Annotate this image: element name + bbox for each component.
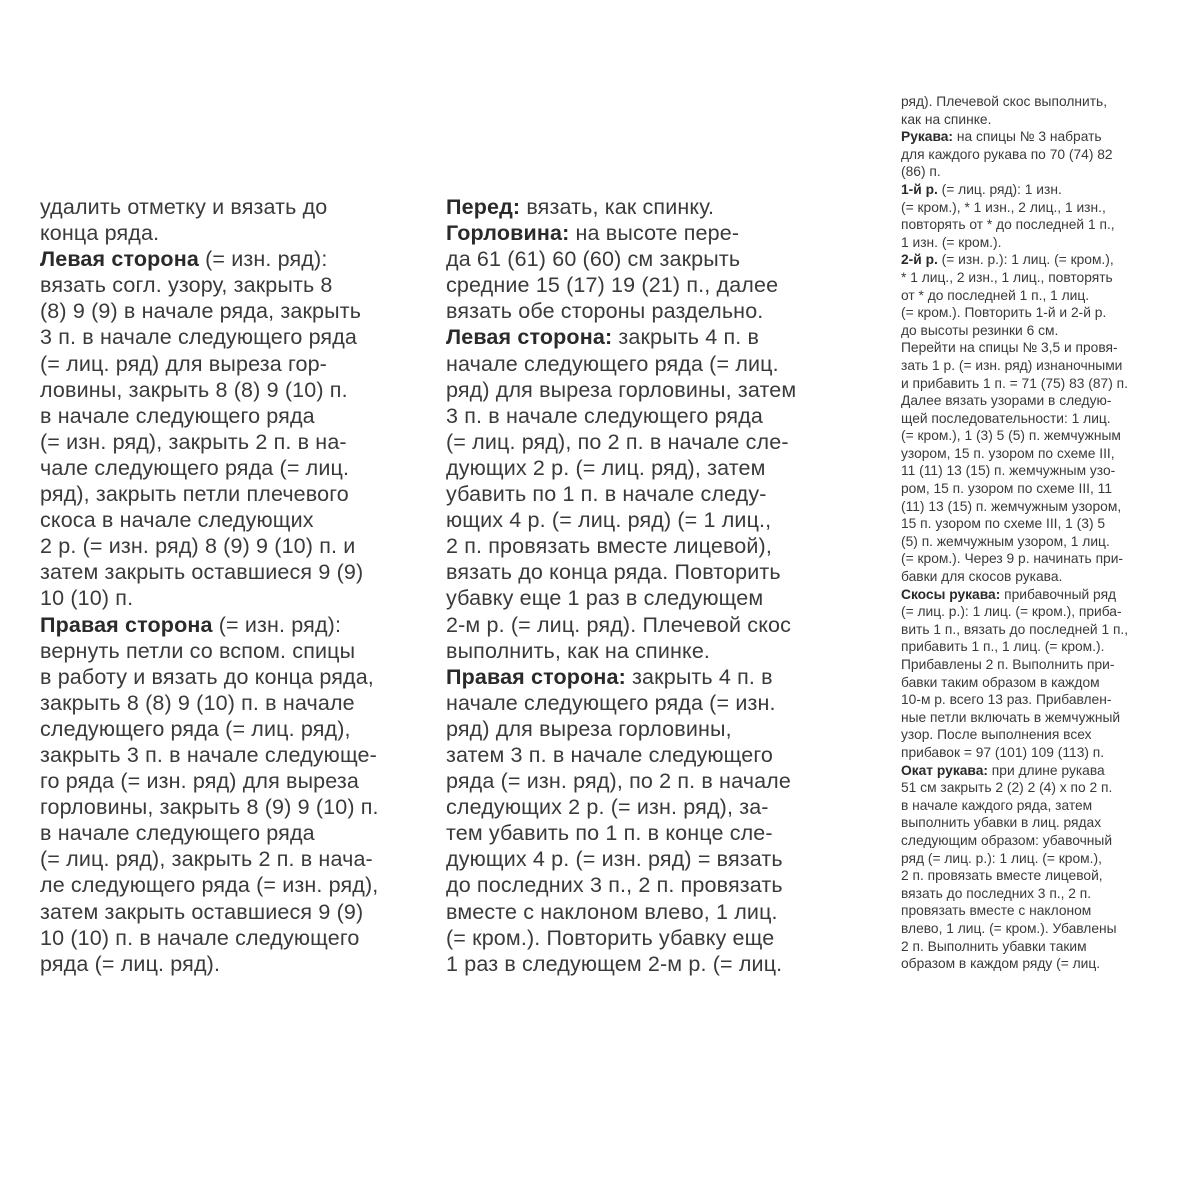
line-text: дующих 2 р. (= лиц. ряд), затем	[446, 455, 766, 480]
text-line	[40, 951, 379, 977]
text-line	[40, 559, 379, 585]
text-line	[901, 938, 1128, 956]
line-text: дующих 4 р. (= изн. ряд) = вязать	[446, 847, 783, 872]
line-text: выполнить убавки в лиц. рядах	[901, 815, 1102, 831]
line-text: затем закрыть оставшиеся 9 (9)	[40, 899, 364, 924]
line-text: в работу и вязать до конца ряда,	[40, 664, 374, 689]
line-text: Прибавлены 2 п. Выполнить при-	[901, 657, 1115, 672]
text-line	[446, 846, 796, 872]
line-text: 15 п. узором по схеме III, 1 (3) 5	[901, 516, 1106, 532]
line-text: (= кром.), 1 (3) 5 (5) п. жемчужным	[901, 428, 1121, 444]
text-line	[446, 612, 796, 638]
line-text: убавить по 1 п. в начале следу-	[446, 482, 767, 507]
text-line	[901, 269, 1128, 287]
line-text: (8) 9 (9) в начале ряда, закрыть	[40, 299, 362, 324]
text-line	[901, 568, 1128, 586]
text-line	[446, 794, 796, 820]
text-line	[901, 621, 1128, 639]
text-line	[40, 351, 379, 377]
text-line	[901, 709, 1128, 727]
text-line	[901, 392, 1128, 410]
line-text: 2-м р. (= лиц. ряд). Плечевой скос	[446, 612, 792, 637]
text-line	[446, 351, 796, 377]
text-line	[40, 324, 379, 350]
section-heading: Левая сторона	[40, 247, 199, 272]
line-text: начале следующего ряда (= лиц.	[446, 351, 779, 376]
line-text: убавку еще 1 раз в следующем	[446, 586, 764, 611]
line-text: 10 (10) п.	[40, 586, 134, 611]
line-text: закрыть 3 п. в начале следующе-	[40, 742, 377, 767]
line-text: и прибавить 1 п. = 71 (75) 83 (87) п.	[901, 375, 1128, 391]
text-line	[901, 744, 1128, 762]
line-text: вязать до конца ряда. Повторить	[446, 560, 781, 585]
line-text: для каждого рукава по 70 (74) 82	[901, 146, 1113, 162]
text-line	[40, 925, 379, 951]
text-line	[446, 455, 796, 481]
line-text: прибавочный ряд	[1000, 586, 1117, 602]
text-line	[446, 272, 796, 298]
text-line	[901, 603, 1128, 621]
line-text: ряд) для выреза горловины,	[446, 716, 732, 741]
line-text: Далее вязать узорами в следую-	[901, 393, 1112, 409]
line-text: на высоте пере-	[569, 221, 740, 246]
text-line	[446, 324, 796, 350]
line-text: Перейти на спицы № 3,5 и провя-	[901, 340, 1118, 356]
text-line	[901, 357, 1128, 375]
text-line	[901, 163, 1128, 181]
line-text: узором, 15 п. узором по схеме III,	[901, 445, 1115, 461]
line-text: повторять от * до последней 1 п.,	[901, 217, 1115, 233]
text-line	[40, 899, 379, 925]
text-line	[901, 850, 1128, 868]
text-line	[446, 872, 796, 898]
line-text: ряда (= лиц. ряд).	[40, 951, 221, 976]
line-text: 3 п. в начале следующего ряда	[40, 325, 358, 350]
text-line	[446, 742, 796, 768]
text-line	[40, 872, 379, 898]
text-line	[40, 690, 379, 716]
line-text: зать 1 р. (= изн. ряд) изнаночными	[901, 357, 1123, 373]
text-line	[901, 885, 1128, 903]
text-line	[446, 246, 796, 272]
line-text: горловины, закрыть 8 (9) 9 (10) п.	[40, 795, 379, 820]
line-text: щей последовательности: 1 лиц.	[901, 410, 1111, 426]
line-text: (= изн. ряд):	[198, 247, 328, 272]
text-line	[901, 955, 1128, 973]
text-line	[40, 638, 379, 664]
text-line	[40, 716, 379, 742]
line-text: 1 раз в следующем 2-м р. (= лиц.	[446, 951, 783, 976]
section-heading: 2-й р.	[901, 252, 938, 268]
section-heading: Скосы рукава:	[901, 586, 1001, 602]
text-line	[901, 779, 1128, 797]
text-line	[446, 220, 796, 246]
line-text: вязать согл. узору, закрыть 8	[40, 273, 333, 298]
line-text: чале следующего ряда (= лиц.	[40, 455, 350, 480]
line-text: следующих 2 р. (= изн. ряд), за-	[446, 795, 769, 820]
text-line	[901, 128, 1128, 146]
section-heading: Левая сторона:	[446, 325, 613, 350]
text-line	[446, 559, 796, 585]
line-text: ряд). Плечевой скос выполнить,	[901, 94, 1108, 109]
line-text: от * до последней 1 п., 1 лиц.	[901, 287, 1090, 303]
text-line	[901, 832, 1128, 850]
text-line	[901, 515, 1128, 533]
text-line	[40, 455, 379, 481]
text-line	[901, 375, 1128, 393]
line-text: (5) п. жемчужным узором, 1 лиц.	[901, 533, 1110, 549]
text-line	[901, 920, 1128, 938]
line-text: 2 п. провязать вместе лицевой,	[901, 868, 1103, 884]
section-heading: 1-й р.	[901, 181, 938, 197]
text-line	[901, 674, 1128, 692]
text-line	[901, 797, 1128, 815]
text-line	[40, 742, 379, 768]
text-line	[901, 427, 1128, 445]
text-column-left	[40, 194, 379, 977]
text-line	[40, 246, 379, 272]
line-text: прибавить 1 п., 1 лиц. (= кром.).	[901, 639, 1105, 655]
line-text: вязать, как спинку.	[520, 195, 715, 219]
line-text: закрыть 4 п. в	[625, 664, 773, 689]
line-text: 1 изн. (= кром.).	[901, 234, 1002, 250]
line-text: вязать до последних 3 п., 2 п.	[901, 885, 1092, 901]
text-line	[901, 251, 1128, 269]
text-line	[446, 664, 796, 690]
text-line	[446, 429, 796, 455]
section-heading: Горловина:	[446, 221, 570, 246]
line-text: (86) п.	[901, 164, 941, 180]
line-text: до высоты резинки 6 см.	[901, 322, 1059, 338]
text-line	[40, 533, 379, 559]
text-line	[901, 586, 1128, 604]
line-text: следующим образом: убавочный	[901, 832, 1113, 848]
text-line	[446, 768, 796, 794]
text-line	[446, 403, 796, 429]
section-heading: Перед:	[446, 195, 521, 219]
line-text: конца ряда.	[40, 221, 160, 246]
text-line	[901, 867, 1128, 885]
line-text: (= кром.). Через 9 р. начинать при-	[901, 551, 1124, 567]
text-column-right	[901, 93, 1128, 973]
text-line	[901, 814, 1128, 832]
line-text: бавки таким образом в каждом	[901, 674, 1100, 690]
line-text: на спицы № 3 набрать	[953, 129, 1102, 145]
line-text: удалить отметку и вязать до	[40, 195, 328, 219]
line-text: 2 п. провязать вместе лицевой),	[446, 534, 772, 559]
line-text: как на спинке.	[901, 111, 992, 127]
line-text: (= изн. ряд), закрыть 2 п. в на-	[40, 429, 347, 454]
line-text: провязать вместе с наклоном	[901, 903, 1092, 919]
line-text: го ряда (= изн. ряд) для выреза	[40, 769, 360, 794]
line-text: (= лиц. ряд) для выреза гор-	[40, 351, 327, 376]
text-line	[446, 377, 796, 403]
line-text: выполнить, как на спинке.	[446, 638, 711, 663]
text-line	[40, 612, 379, 638]
line-text: вить 1 п., вязать до последней 1 п.,	[901, 621, 1129, 637]
line-text: ле следующего ряда (= изн. ряд),	[40, 873, 379, 898]
text-line	[901, 410, 1128, 428]
line-text: ряда (= изн. ряд), по 2 п. в начале	[446, 769, 791, 794]
text-line	[40, 820, 379, 846]
line-text: 3 п. в начале следующего ряда	[446, 403, 764, 428]
line-text: ловины, закрыть 8 (8) 9 (10) п.	[40, 377, 348, 402]
line-text: 2 р. (= изн. ряд) 8 (9) 9 (10) п. и	[40, 534, 356, 559]
text-line	[40, 429, 379, 455]
text-line	[901, 656, 1128, 674]
text-line	[901, 181, 1128, 199]
line-text: средние 15 (17) 19 (21) п., далее	[446, 273, 779, 298]
text-line	[901, 93, 1128, 111]
section-heading: Окат рукава:	[901, 762, 988, 778]
text-line	[901, 638, 1128, 656]
line-text: при длине рукава	[987, 762, 1105, 778]
line-text: 10 (10) п. в начале следующего	[40, 925, 360, 950]
text-line	[901, 199, 1128, 217]
text-line	[446, 690, 796, 716]
text-line	[40, 846, 379, 872]
text-line	[901, 480, 1128, 498]
text-line	[40, 507, 379, 533]
line-text: в начале каждого ряда, затем	[901, 797, 1093, 813]
line-text: (= изн. ряд):	[212, 612, 342, 637]
line-text: скоса в начале следующих	[40, 508, 314, 533]
line-text: в начале следующего ряда	[40, 821, 315, 846]
section-heading: Правая сторона	[40, 612, 213, 637]
text-line	[40, 377, 379, 403]
text-line	[40, 585, 379, 611]
line-text: тем убавить по 1 п. в конце сле-	[446, 821, 773, 846]
text-line	[40, 403, 379, 429]
line-text: (= лиц. ряд), закрыть 2 п. в нача-	[40, 847, 373, 872]
line-text: до последних 3 п., 2 п. провязать	[446, 873, 783, 898]
text-line	[40, 220, 379, 246]
text-line	[901, 146, 1128, 164]
text-line	[40, 481, 379, 507]
section-heading: Рукава:	[901, 129, 954, 145]
text-line	[901, 111, 1128, 129]
line-text: ряд (= лиц. р.): 1 лиц. (= кром.),	[901, 850, 1102, 866]
line-text: влево, 1 лиц. (= кром.). Убавлены	[901, 920, 1117, 936]
line-text: ющих 4 р. (= лиц. ряд) (= 1 лиц.,	[446, 508, 772, 533]
line-text: (= кром.). Повторить убавку еще	[446, 925, 775, 950]
text-line	[446, 899, 796, 925]
line-text: затем закрыть оставшиеся 9 (9)	[40, 560, 364, 585]
text-line	[40, 794, 379, 820]
line-text: (= лиц. р.): 1 лиц. (= кром.), приба-	[901, 604, 1122, 620]
text-line	[446, 638, 796, 664]
line-text: в начале следующего ряда	[40, 403, 315, 428]
line-text: начале следующего ряда (= изн.	[446, 690, 776, 715]
line-text: 2 п. Выполнить убавки таким	[901, 938, 1087, 954]
line-text: (= изн. р.): 1 лиц. (= кром.),	[937, 252, 1114, 268]
line-text: вернуть петли со вспом. спицы	[40, 638, 356, 663]
text-line	[40, 298, 379, 324]
text-line	[901, 445, 1128, 463]
line-text: (11) 13 (15) п. жемчужным узором,	[901, 498, 1122, 514]
text-line	[901, 287, 1128, 305]
line-text: бавки для скосов рукава.	[901, 569, 1063, 585]
text-line	[446, 951, 796, 977]
line-text: (= лиц. ряд), по 2 п. в начале сле-	[446, 429, 789, 454]
line-text: (= кром.). Повторить 1-й и 2-й р.	[901, 305, 1107, 321]
line-text: вместе с наклоном влево, 1 лиц.	[446, 899, 778, 924]
text-line	[901, 726, 1128, 744]
text-line	[901, 462, 1128, 480]
line-text: закрыть 4 п. в	[612, 325, 760, 350]
text-line	[446, 925, 796, 951]
line-text: образом в каждом ряду (= лиц.	[901, 956, 1101, 972]
text-line	[40, 768, 379, 794]
line-text: ром, 15 п. узором по схеме III, 11	[901, 481, 1112, 497]
text-line	[446, 194, 796, 220]
text-line	[40, 272, 379, 298]
line-text: (= кром.), * 1 изн., 2 лиц., 1 изн.,	[901, 199, 1106, 215]
text-line	[446, 820, 796, 846]
text-column-middle	[446, 194, 796, 977]
text-line	[446, 298, 796, 324]
line-text: ряд), закрыть петли плечевого	[40, 482, 349, 507]
text-line	[40, 664, 379, 690]
text-line	[446, 481, 796, 507]
text-line	[901, 533, 1128, 551]
text-line	[446, 507, 796, 533]
cropped-line-mask	[440, 1036, 840, 1050]
line-text: 51 см закрыть 2 (2) 2 (4) х по 2 п.	[901, 780, 1113, 796]
line-text: ряд) для выреза горловины, затем	[446, 377, 797, 402]
line-text: да 61 (61) 60 (60) см закрыть	[446, 247, 741, 272]
text-line	[901, 304, 1128, 322]
section-heading: Правая сторона:	[446, 664, 626, 689]
text-line	[901, 216, 1128, 234]
text-line	[446, 533, 796, 559]
text-line	[901, 498, 1128, 516]
line-text: (= лиц. ряд): 1 изн.	[937, 181, 1062, 197]
text-line	[901, 902, 1128, 920]
line-text: прибавок = 97 (101) 109 (113) п.	[901, 744, 1105, 760]
line-text: вязать обе стороны раздельно.	[446, 299, 764, 324]
text-line	[901, 550, 1128, 568]
line-text: узор. После выполнения всех	[901, 727, 1092, 743]
text-line	[446, 716, 796, 742]
line-text: ные петли включать в жемчужный	[901, 709, 1121, 725]
line-text: закрыть 8 (8) 9 (10) п. в начале	[40, 690, 355, 715]
text-line	[901, 234, 1128, 252]
text-line	[901, 762, 1128, 780]
text-line	[40, 194, 379, 220]
text-line	[901, 691, 1128, 709]
text-line	[901, 322, 1128, 340]
line-text: 10-м р. всего 13 раз. Прибавлен-	[901, 692, 1112, 708]
line-text: затем 3 п. в начале следующего	[446, 742, 773, 767]
line-text: * 1 лиц., 2 изн., 1 лиц., повторять	[901, 269, 1113, 285]
line-text: следующего ряда (= лиц. ряд),	[40, 716, 351, 741]
text-line	[446, 585, 796, 611]
line-text: 11 (11) 13 (15) п. жемчужным узо-	[901, 463, 1116, 479]
text-line	[901, 339, 1128, 357]
